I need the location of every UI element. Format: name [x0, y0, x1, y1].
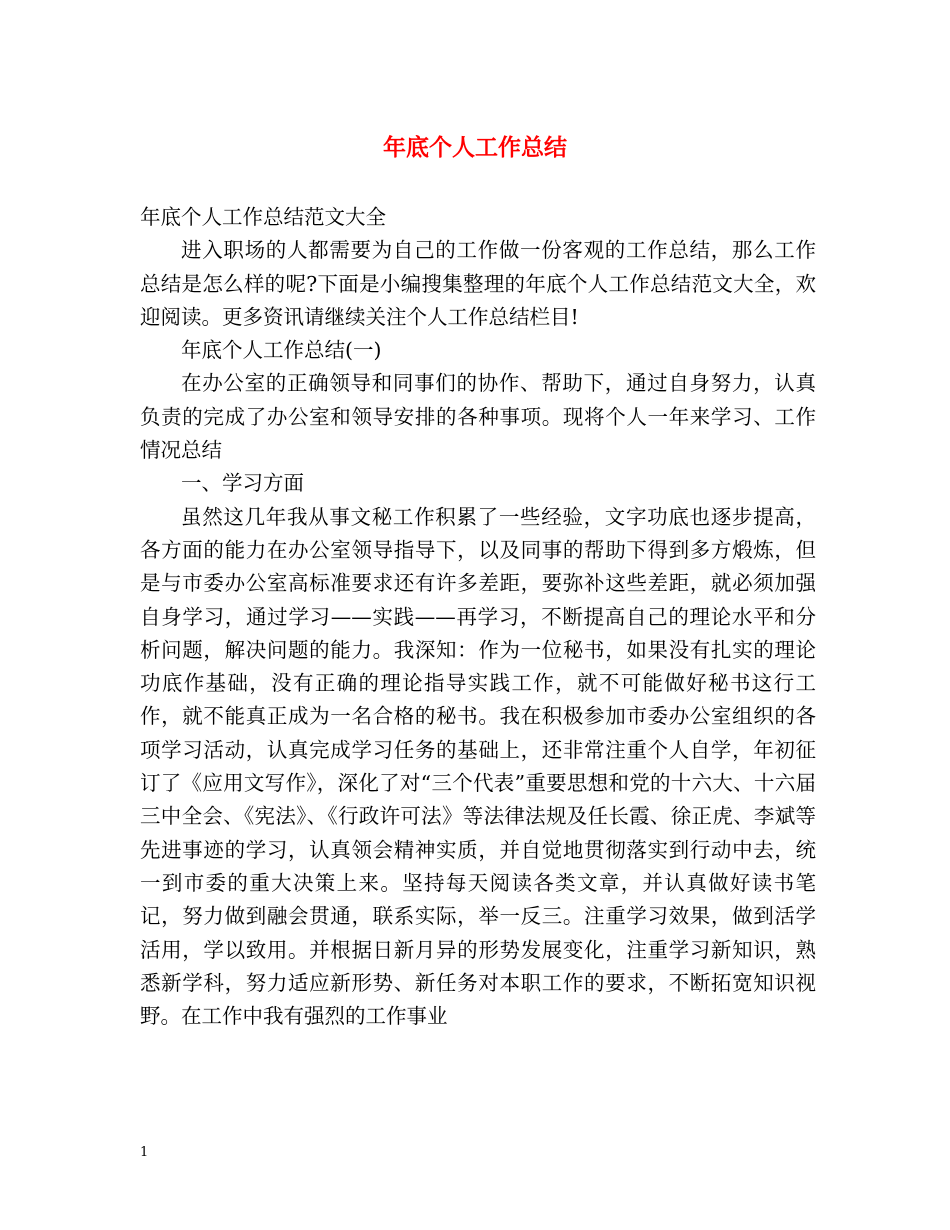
- subtitle-paragraph: 年底个人工作总结范文大全: [140, 205, 386, 229]
- body-paragraph: 在办公室的正确领导和同事们的协作、帮助下，通过自身努力，认真负责的完成了办公室和领导安排的各种事项。现将个人一年来学习、工作情况总结: [140, 371, 816, 463]
- page-number: 1: [140, 1145, 149, 1160]
- section-heading: 年底个人工作总结(一): [181, 338, 382, 363]
- document-title: 年底个人工作总结: [383, 134, 567, 161]
- intro-paragraph: 进入职场的人都需要为自己的工作做一份客观的工作总结，那么工作总结是怎么样的呢?下面是小编搜集整理的年底个人工作总结范文大全，欢迎阅读。更多资讯请继续关注个人工作总结栏目!: [140, 238, 816, 329]
- subsection-heading: 一、学习方面: [181, 471, 304, 496]
- body-paragraph: 虽然这几年我从事文秘工作积累了一些经验，文字功底也逐步提高，各方面的能力在办公室领导指导下，以及同事的帮助下得到多方煅炼，但是与市委办公室高标准要求还有许多差距，要弥补这些差距，就必须加强自身学习，通过学习——实践——再学习，不断提高自己的理论水平和分析问题，解决问题的能力。我深知：作为一位秘书，如果没有扎实的理论功底作基础，没有正确的理论指导实践工作，就不可能做好秘书这行工作，就不能真正成为一名合格的秘书。我在积极参加市委办公室组织的各项学习活动，认真完成学习任务的基础上，还非常注重个人自学，年初征订了《应用文写作》，深化了对“三个代表”重要思想和党的十六大、十六届三中全会、《宪法》、《行政许可法》等法律法规及任长霞、徐正虎、李斌等先进事迹的学习，认真领会精神实质，并自觉地贯彻落实到行动中去，统一到市委的重大决策上来。坚持每天阅读各类文章，并认真做好读书笔记，努力做到融会贯通，联系实际，举一反三。注重学习效果，做到活学活用，学以致用。并根据日新月异的形势发展变化，注重学习新知识，熟悉新学科，努力适应新形势、新任务对本职工作的要求，不断拓宽知识视野。在工作中我有强烈的工作事业: [140, 504, 816, 1029]
- document-body: [140, 201, 816, 1033]
